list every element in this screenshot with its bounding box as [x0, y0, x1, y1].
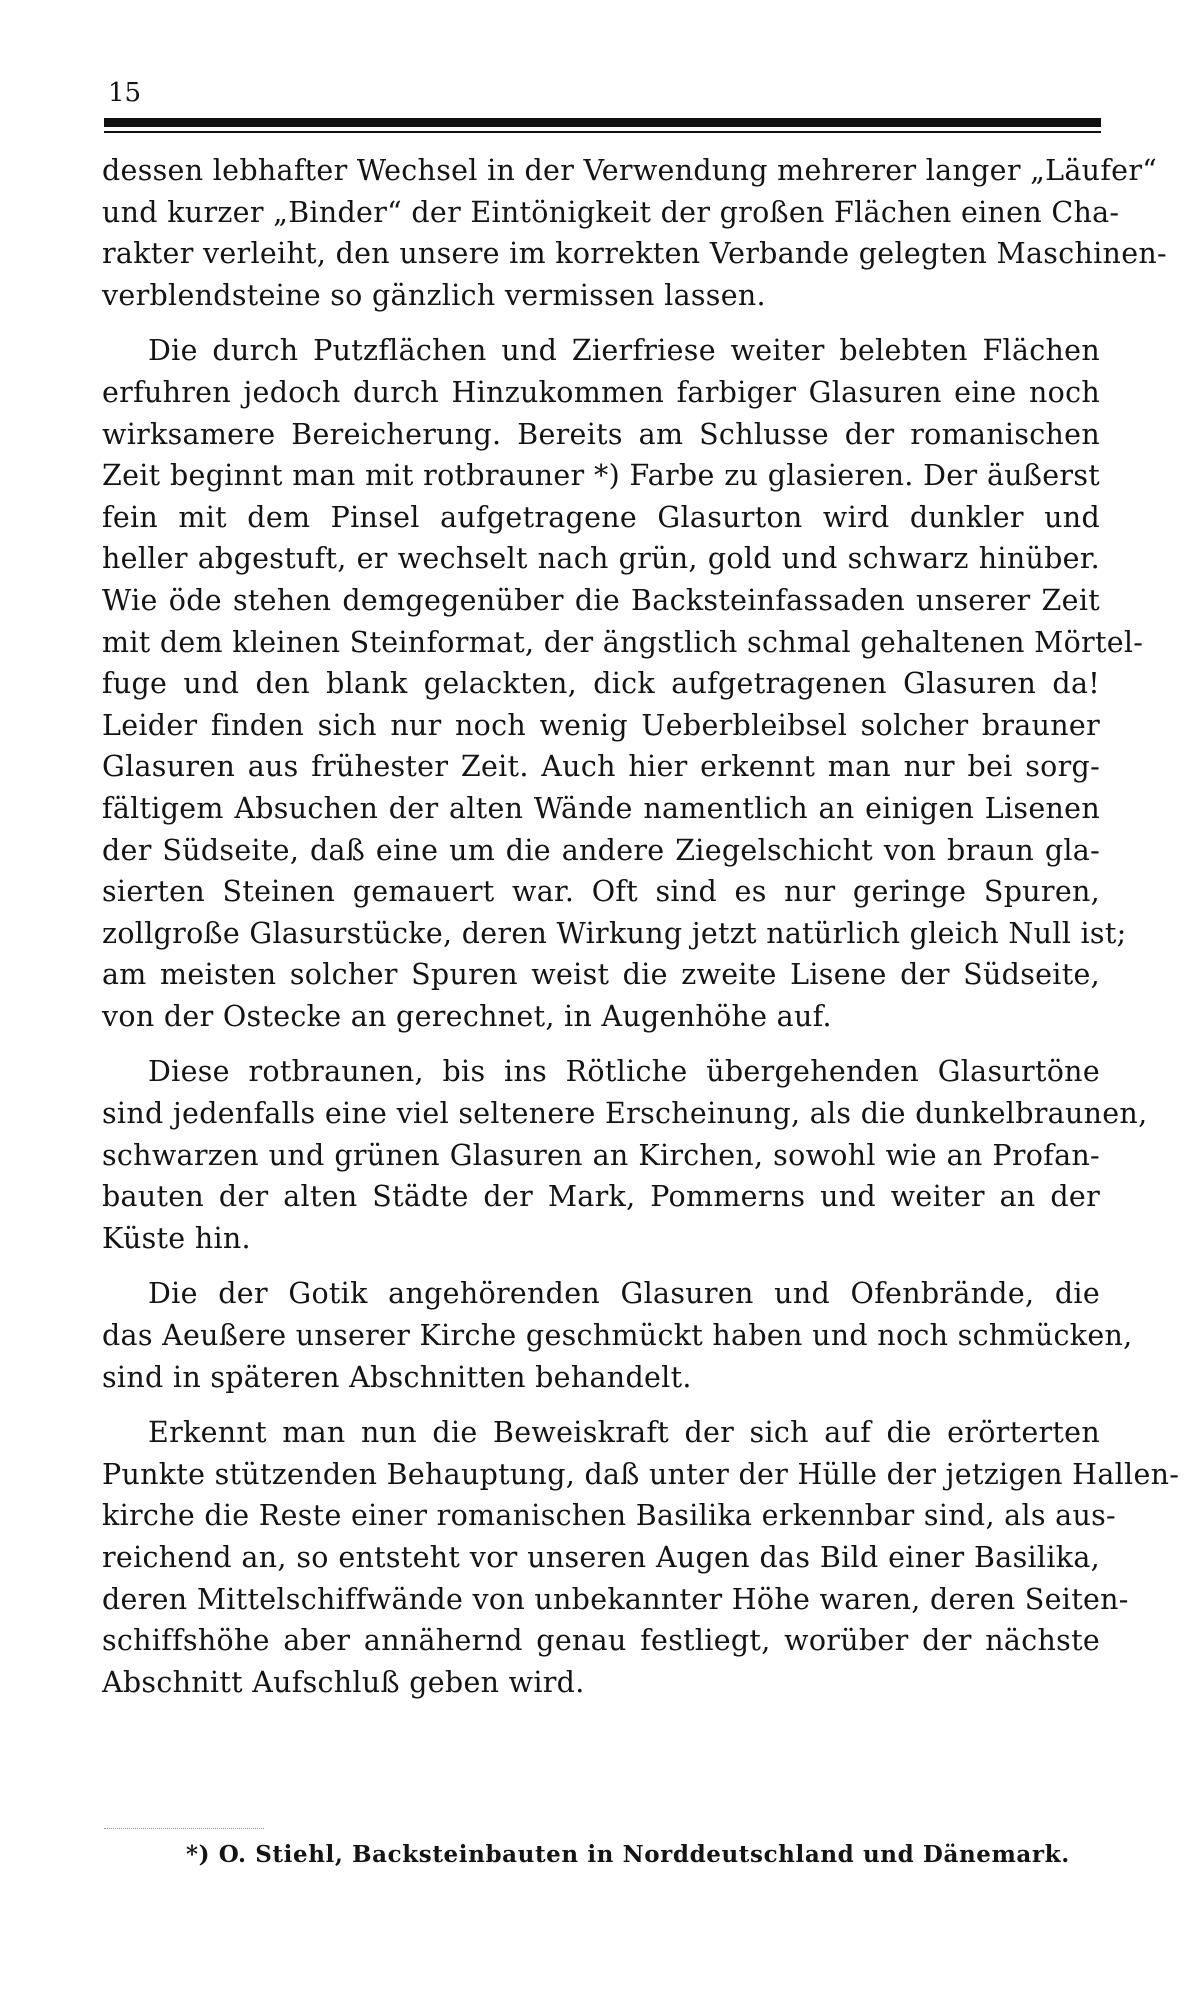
paragraph-2 — [102, 330, 1144, 1037]
paragraph-1 — [102, 150, 1167, 316]
text-line: Erkennt man nun die Beweiskraft der sich auf die erörterten — [148, 1416, 1100, 1450]
text-line: der Südseite, daß eine um die andere Ziegelschicht von braun gla- — [102, 833, 1100, 867]
footnote-separator — [104, 1828, 264, 1829]
footnote: *) O. Stiehl, Backsteinbauten in Norddeutschland und Dänemark. — [186, 1841, 1070, 1868]
header-rule-thick — [104, 118, 1101, 127]
paragraph-5 — [102, 1412, 1180, 1703]
text-line: erfuhren jedoch durch Hinzukommen farbiger Glasuren eine noch — [102, 375, 1100, 409]
text-line: verblendsteine so gänzlich vermissen lassen. — [102, 278, 766, 312]
page-number: 15 — [108, 78, 142, 108]
text-line: sind in späteren Abschnitten behandelt. — [102, 1360, 692, 1394]
text-line: bauten der alten Städte der Mark, Pommerns und weiter an der — [102, 1180, 1100, 1214]
text-line: sind jedenfalls eine viel seltenere Erscheinung, als die dunkelbraunen, — [102, 1097, 1148, 1131]
text-line: fältigem Absuchen der alten Wände namentlich an einigen Lisenen — [102, 791, 1100, 825]
text-line: Zeit beginnt man mit rotbrauner *) Farbe zu glasieren. Der äußerst — [102, 459, 1100, 493]
text-line: dessen lebhafter Wechsel in der Verwendung mehrerer langer „Läufer“ — [102, 154, 1158, 187]
paragraph-4 — [102, 1273, 1133, 1398]
text-line: reichend an, so entsteht vor unseren Augen das Bild einer Basilika, — [102, 1541, 1100, 1574]
text-line: deren Mittelschiffwände von unbekannter Höhe waren, deren Seiten- — [102, 1582, 1129, 1616]
text-line: Die durch Putzflächen und Zierfriese weiter belebten Flächen — [148, 334, 1100, 368]
text-line: Wie öde stehen demgegenüber die Backsteinfassaden unserer Zeit — [102, 583, 1100, 617]
text-line: Punkte stützenden Behauptung, daß unter der Hülle der jetzigen Hallen- — [102, 1457, 1180, 1491]
text-line: fein mit dem Pinsel aufgetragene Glasurton wird dunkler und — [102, 500, 1100, 534]
text-line: mit dem kleinen Steinformat, der ängstlich schmal gehaltenen Mörtel- — [102, 625, 1144, 659]
text-line: das Aeußere unserer Kirche geschmückt haben und noch schmücken, — [102, 1319, 1133, 1353]
header-rule-thin — [104, 131, 1101, 133]
text-line: Diese rotbraunen, bis ins Rötliche übergehenden Glasurtöne — [148, 1055, 1100, 1089]
text-line: fuge und den blank gelackten, dick aufgetragenen Glasuren da! — [102, 667, 1100, 701]
text-line: und kurzer „Binder“ der Eintönigkeit der großen Flächen einen Cha- — [102, 195, 1120, 229]
text-line: am meisten solcher Spuren weist die zweite Lisene der Südseite, — [102, 958, 1100, 992]
text-line: Küste hin. — [102, 1221, 251, 1255]
text-line: Abschnitt Aufschluß geben wird. — [102, 1665, 585, 1699]
text-line: schwarzen und grünen Glasuren an Kirchen, sowohl wie an Profan- — [102, 1138, 1100, 1172]
text-line: kirche die Reste einer romanischen Basilika erkennbar sind, als aus- — [102, 1499, 1116, 1533]
text-line: Leider finden sich nur noch wenig Ueberbleibsel solcher brauner — [102, 708, 1100, 742]
text-line: schiffshöhe aber annähernd genau festliegt, worüber der nächste — [102, 1624, 1100, 1658]
body-text — [102, 150, 1180, 1717]
text-line: zollgroße Glasurstücke, deren Wirkung jetzt natürlich gleich Null ist; — [102, 916, 1127, 950]
text-line: heller abgestuft, er wechselt nach grün, gold und schwarz hinüber. — [102, 542, 1100, 576]
text-line: rakter verleiht, den unsere im korrekten Verbande gelegten Maschinen- — [102, 237, 1167, 271]
paragraph-3 — [102, 1051, 1148, 1259]
text-line: sierten Steinen gemauert war. Oft sind es nur geringe Spuren, — [102, 875, 1100, 909]
text-line: Die der Gotik angehörenden Glasuren und Ofenbrände, die — [148, 1277, 1100, 1311]
text-line: von der Ostecke an gerechnet, in Augenhöhe auf. — [102, 999, 832, 1033]
text-line: Glasuren aus frühester Zeit. Auch hier erkennt man nur bei sorg- — [102, 750, 1100, 784]
text-line: wirksamere Bereicherung. Bereits am Schlusse der romanischen — [102, 417, 1100, 451]
